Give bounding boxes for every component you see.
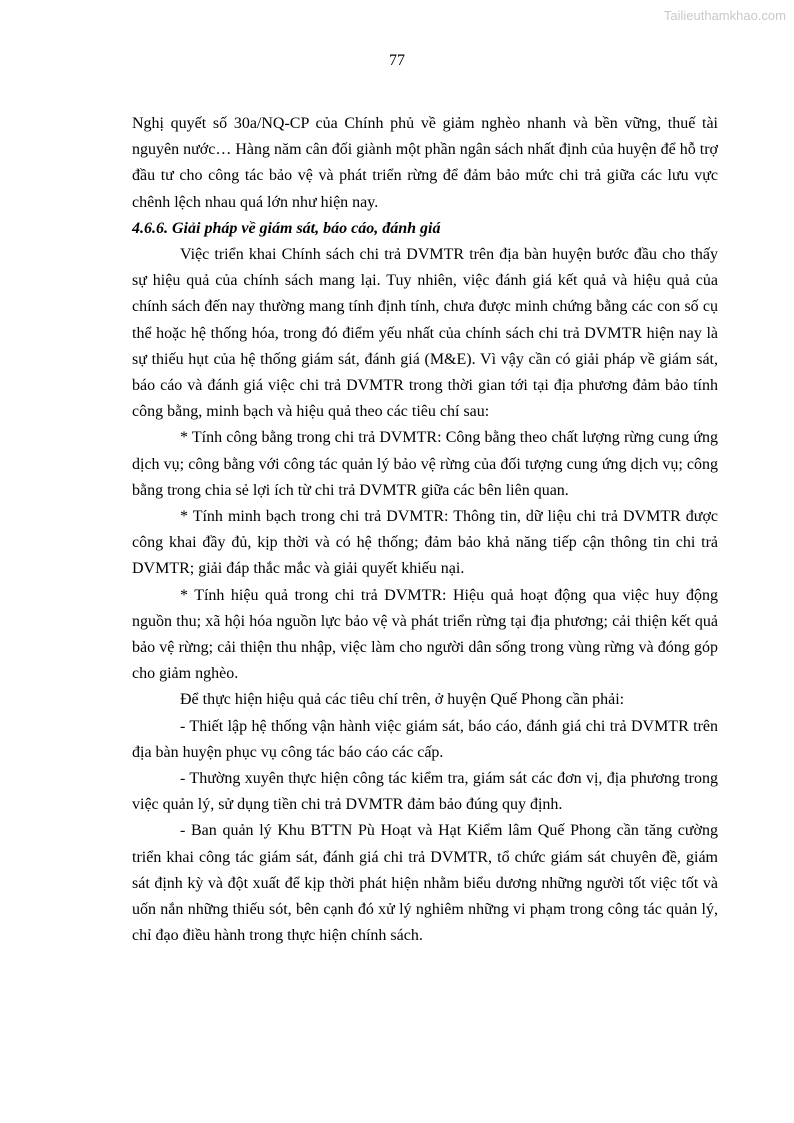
- paragraph: - Thiết lập hệ thống vận hành việc giám sát, báo cáo, đánh giá chi trả DVMTR trên địa bàn huyện phục vụ công tác báo cáo các cấp.: [132, 717, 718, 761]
- watermark: Tailieuthamkhao.com: [663, 8, 786, 23]
- paragraph: - Thường xuyên thực hiện công tác kiểm tra, giám sát các đơn vị, địa phương trong việc quản lý, sử dụng tiền chi trả DVMTR đảm bảo đúng quy định.: [132, 770, 718, 814]
- page-number: 77: [389, 52, 405, 69]
- paragraph: * Tính công bằng trong chi trả DVMTR: Công bằng theo chất lượng rừng cung ứng dịch vụ; công bằng với công tác quản lý bảo vệ rừng của đối tượng cung ứng dịch vụ; công bằng trong chia sẻ lợi ích từ chi trả DVMTR giữa các bên liên quan.: [132, 429, 718, 499]
- document-body: [132, 111, 718, 950]
- paragraph: Nghị quyết số 30a/NQ-CP của Chính phủ về giảm nghèo nhanh và bền vững, thuế tài nguyên nước… Hàng năm cân đối giành một phần ngân sách nhất định của huyện để hỗ trợ đầu tư cho công tác bảo vệ và phát triển rừng để đảm bảo mức chi trả giữa các lưu vực chênh lệch nhau quá lớn như hiện nay.: [132, 115, 718, 211]
- paragraph: * Tính minh bạch trong chi trả DVMTR: Thông tin, dữ liệu chi trả DVMTR được công khai đầy đủ, kịp thời và có hệ thống; đảm bảo khả năng tiếp cận thông tin chi trả DVMTR; giải đáp thắc mắc và giải quyết khiếu nại.: [132, 508, 718, 578]
- paragraph: - Ban quản lý Khu BTTN Pù Hoạt và Hạt Kiểm lâm Quế Phong cần tăng cường triển khai công tác giám sát, đánh giá chi trả DVMTR, tổ chức giám sát chuyên đề, giám sát định kỳ và đột xuất để kịp thời phát hiện nhằm biểu dương những người tốt việc tốt và uốn nắn những thiếu sót, bên cạnh đó xử lý nghiêm những vi phạm trong công tác quản lý, chỉ đạo điều hành trong thực hiện chính sách.: [132, 822, 718, 945]
- paragraph: Để thực hiện hiệu quả các tiêu chí trên, ở huyện Quế Phong cần phải:: [180, 691, 625, 709]
- paragraph: * Tính hiệu quả trong chi trả DVMTR: Hiệu quả hoạt động qua việc huy động nguồn thu; xã hội hóa nguồn lực bảo vệ và phát triển rừng tại địa phương; cải thiện kết quả bảo vệ rừng; cải thiện thu nhập, việc làm cho người dân sống trong vùng rừng và đóng góp cho giảm nghèo.: [132, 586, 718, 683]
- section-heading: 4.6.6. Giải pháp về giám sát, báo cáo, đánh giá: [132, 219, 441, 237]
- paragraph: Việc triển khai Chính sách chi trả DVMTR trên địa bàn huyện bước đầu cho thấy sự hiệu quả của chính sách mang lại. Tuy nhiên, việc đánh giá kết quả và hiệu quả của chính sách đến nay thường mang tính định tính, chưa được minh chứng bằng các con số cụ thể hoặc hệ thống hóa, trong đó điểm yếu nhất của chính sách chi trả DVMTR hiện nay là sự thiếu hụt của hệ thống giám sát, đánh giá (M&E). Vì vậy cần có giải pháp về giám sát, báo cáo và đánh giá việc chi trả DVMTR trong thời gian tới tại địa phương đảm bảo tính công bằng, minh bạch và hiệu quả theo các tiêu chí sau:: [132, 246, 718, 421]
